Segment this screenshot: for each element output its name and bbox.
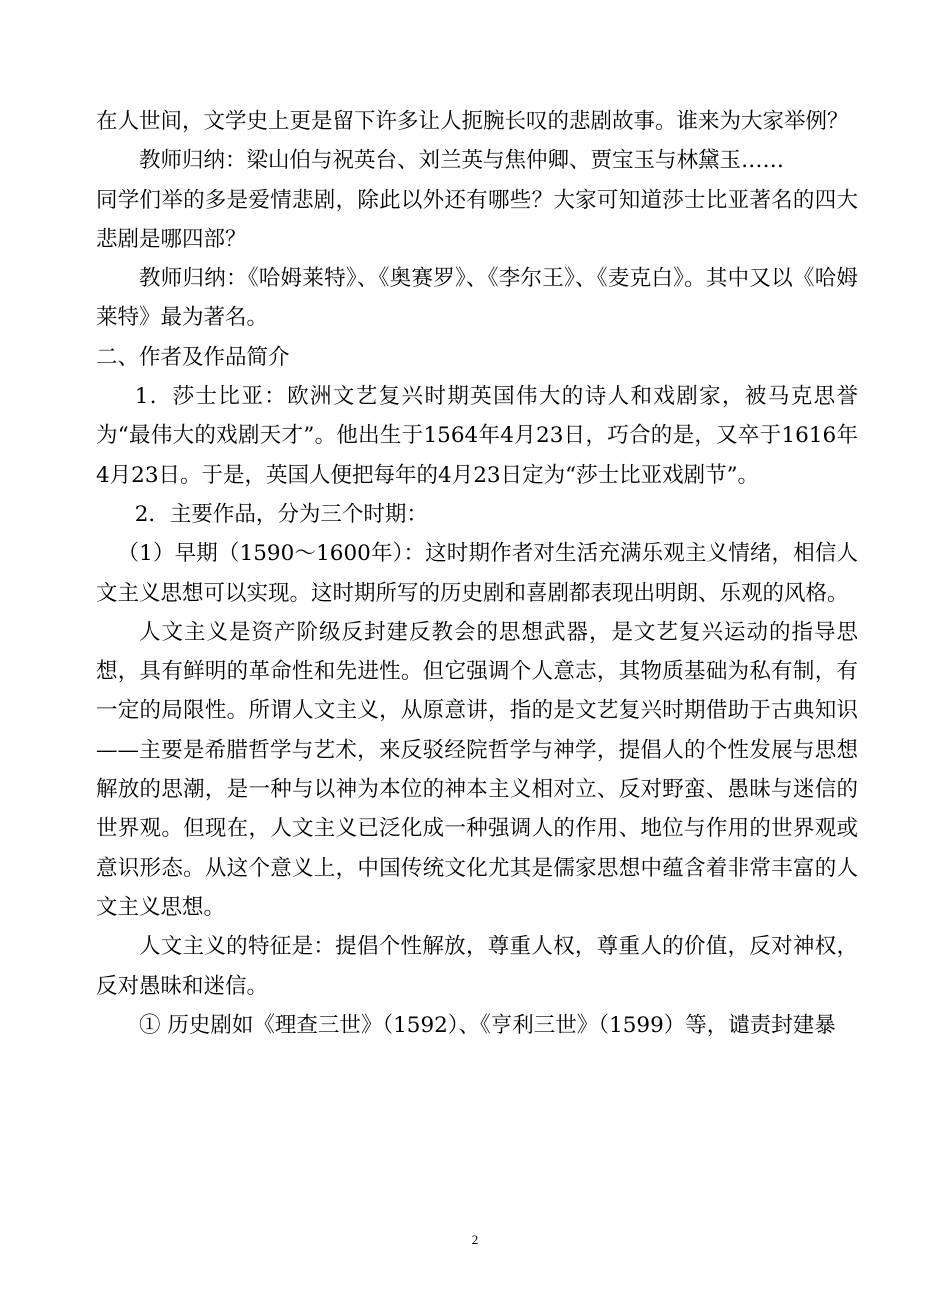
paragraph-intro: 在人世间，文学史上更是留下许多让人扼腕长叹的悲剧故事。谁来为大家举例？ (96, 109, 849, 134)
paragraph-history-plays: ① 历史剧如《理查三世》（1592）、《亨利三世》（1599）等，谴责封建暴 (139, 1012, 836, 1038)
page-number: 2 (471, 1232, 479, 1247)
document-body (96, 102, 858, 1045)
paragraph-early-period: （1）早期（1590～1600年）：这时期作者对生活充满乐观主义情绪，相信人文主义思想可以实现。这时期所写的历史剧和喜剧都表现出明朗、乐观的风格。 (96, 541, 858, 606)
paragraph-main-works: 2．主要作品，分为三个时期： (134, 501, 428, 527)
paragraph-humanism: 人文主义是资产阶级反封建反教会的思想武器，是文艺复兴运动的指导思想，具有鲜明的革命性和先进性。但它强调个人意志，其物质基础为私有制，有一定的局限性。所谓人文主义，从原意讲，指的是文艺复兴时期借助于古典知识——主要是希腊哲学与艺术，来反驳经院哲学与神学，提倡人的个性发展与思想解放的思潮，是一种与以神为本位的神本主义相对立、反对野蛮、愚昧与迷信的世界观。但现在，人文主义已泛化成一种强调人的作用、地位与作用的世界观或意识形态。从这个意义上，中国传统文化尤其是儒家思想中蕴含着非常丰富的人文主义思想。 (96, 619, 858, 920)
paragraph-teacher-summary-1: 教师归纳：梁山伯与祝英台、刘兰英与焦仲卿、贾宝玉与林黛玉…… (139, 148, 785, 174)
paragraph-question-tragedies: 同学们举的多是爱情悲剧，除此以外还有哪些？大家可知道莎士比亚著名的四大悲剧是哪四部？ (96, 187, 858, 252)
paragraph-teacher-summary-2: 教师归纳：《哈姆莱特》、《奥赛罗》、《李尔王》、《麦克白》。其中又以《哈姆莱特》最为著名。 (96, 266, 858, 331)
paragraph-humanism-features: 人文主义的特征是：提倡个性解放，尊重人权，尊重人的价值，反对神权，反对愚昧和迷信。 (96, 934, 858, 999)
paragraph-shakespeare-intro: 1．莎士比亚：欧洲文艺复兴时期英国伟大的诗人和戏剧家，被马克思誉为“最伟大的戏剧天才”。他出生于1564年4月23日，巧合的是，又卒于1616年4月23日。于是，英国人便把每年的4月23日定为“莎士比亚戏剧节”。 (96, 384, 858, 488)
section-heading: 二、作者及作品简介 (96, 344, 290, 370)
